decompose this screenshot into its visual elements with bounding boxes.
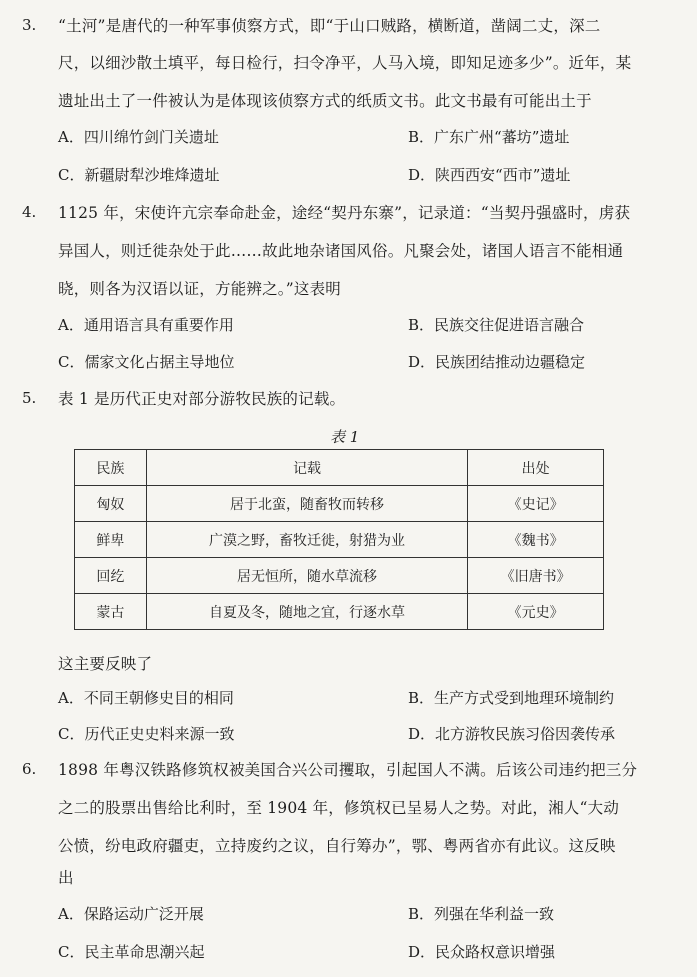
question-text-line: 公愤，纷电政府疆吏，立持废约之议，自行筹办”，鄂、粤两省亦有此议。这反映 bbox=[58, 837, 616, 855]
question-number: 3. bbox=[22, 16, 37, 34]
question-number: 6. bbox=[22, 760, 37, 778]
table-cell: 蒙古 bbox=[75, 594, 147, 630]
question-text-line: 出 bbox=[58, 869, 74, 887]
table-row bbox=[75, 558, 604, 594]
option-a: A．四川绵竹剑门关遗址 bbox=[58, 128, 219, 146]
table-cell: 《魏书》 bbox=[468, 522, 604, 558]
question-text-line: 1125 年，宋使许亢宗奉命赴金，途经“契丹东寨”，记录道：“当契丹强盛时，虏获 bbox=[58, 204, 631, 222]
option-a: A．保路运动广泛开展 bbox=[58, 905, 204, 923]
table-row bbox=[75, 594, 604, 630]
option-a: A．不同王朝修史目的相同 bbox=[58, 689, 234, 707]
column-header: 民族 bbox=[75, 450, 147, 486]
option-c: C．儒家文化占据主导地位 bbox=[58, 353, 235, 371]
question-text-line: 尺，以细沙散土填平，每日检行，扫令净平，人马入境，即知足迹多少”。近年，某 bbox=[58, 54, 632, 72]
table-row bbox=[75, 486, 604, 522]
records-table bbox=[74, 449, 604, 630]
question-number: 5. bbox=[22, 389, 37, 407]
table-caption: 表 1 bbox=[330, 428, 360, 446]
option-b: B．广东广州“蕃坊”遗址 bbox=[408, 128, 570, 146]
table-cell: 回纥 bbox=[75, 558, 147, 594]
table-cell: 广漠之野，畜牧迁徙，射猎为业 bbox=[146, 522, 468, 558]
question-text-line: 之二的股票出售给比利时，至 1904 年，修筑权已呈易人之势。对此，湘人“大动 bbox=[58, 799, 620, 817]
question-number: 4. bbox=[22, 203, 37, 221]
column-header: 记载 bbox=[146, 450, 468, 486]
table-header-row bbox=[75, 450, 604, 486]
option-d: D．北方游牧民族习俗因袭传承 bbox=[408, 725, 616, 743]
column-header: 出处 bbox=[468, 450, 604, 486]
table-cell: 《史记》 bbox=[468, 486, 604, 522]
table-cell: 《旧唐书》 bbox=[468, 558, 604, 594]
option-d: D．民族团结推动边疆稳定 bbox=[408, 353, 586, 371]
option-d: D．民众路权意识增强 bbox=[408, 943, 556, 961]
question-intro: 表 1 是历代正史对部分游牧民族的记载。 bbox=[58, 390, 346, 408]
option-d: D．陕西西安“西市”遗址 bbox=[408, 166, 571, 184]
option-b: B．生产方式受到地理环境制约 bbox=[408, 689, 615, 707]
question-text-line: 晓，则各为汉语以证，方能辨之。”这表明 bbox=[58, 280, 341, 298]
option-c: C．历代正史史料来源一致 bbox=[58, 725, 235, 743]
option-c: C．民主革命思潮兴起 bbox=[58, 943, 205, 961]
table-cell: 自夏及冬，随地之宜，行逐水草 bbox=[146, 594, 468, 630]
option-b: B．民族交往促进语言融合 bbox=[408, 316, 585, 334]
table-cell: 居无恒所，随水草流移 bbox=[146, 558, 468, 594]
question-text-line: 异国人，则迁徙杂处于此……故此地杂诸国风俗。凡聚会处，诸国人语言不能相通 bbox=[58, 242, 624, 260]
question-text-line: 遗址出土了一件被认为是体现该侦察方式的纸质文书。此文书最有可能出土于 bbox=[58, 92, 592, 110]
question-text-line: 1898 年粤汉铁路修筑权被美国合兴公司攫取，引起国人不满。后该公司违约把三分 bbox=[58, 761, 638, 779]
table-cell: 《元史》 bbox=[468, 594, 604, 630]
option-b: B．列强在华利益一致 bbox=[408, 905, 555, 923]
table-cell: 鲜卑 bbox=[75, 522, 147, 558]
option-a: A．通用语言具有重要作用 bbox=[58, 316, 234, 334]
question-text-line: “土河”是唐代的一种军事侦察方式，即“于山口贼路，横断道，凿阔二丈，深二 bbox=[58, 17, 601, 35]
question-stem-tail: 这主要反映了 bbox=[58, 655, 153, 673]
option-c: C．新疆尉犁沙堆烽遗址 bbox=[58, 166, 220, 184]
table-row bbox=[75, 522, 604, 558]
table-cell: 居于北蛮，随畜牧而转移 bbox=[146, 486, 468, 522]
table-cell: 匈奴 bbox=[75, 486, 147, 522]
